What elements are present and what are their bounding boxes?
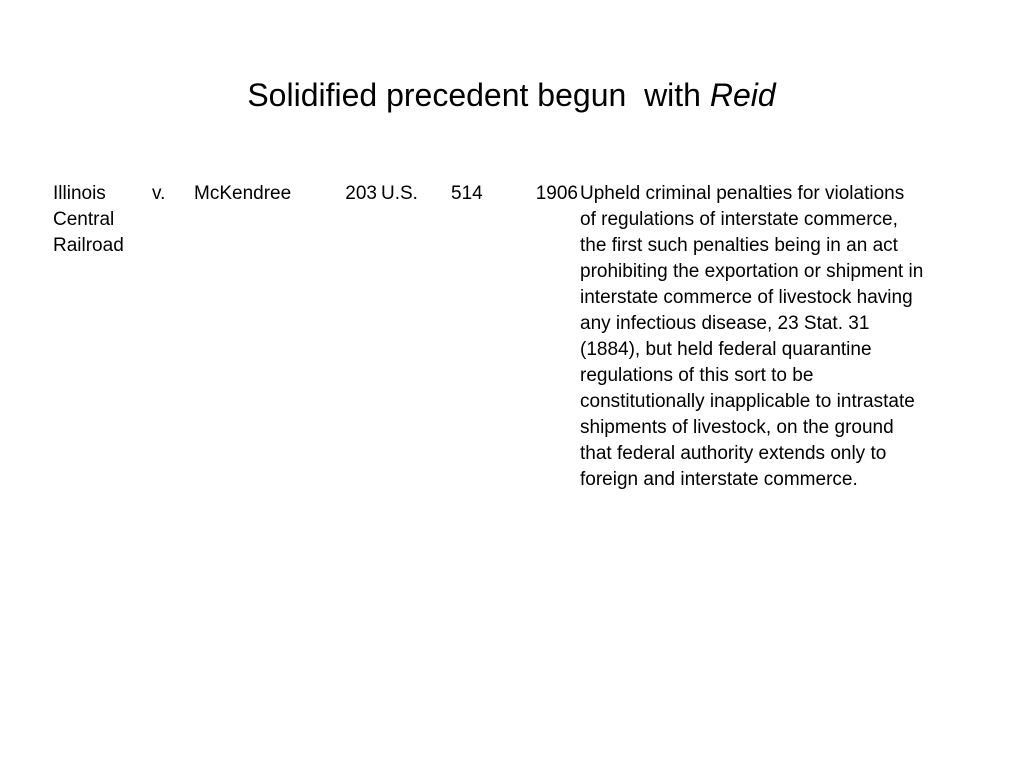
- case-summary: Upheld criminal penalties for violations of regulations of interstate commerce, the first such penalties being in an act prohibiting the exportation or shipment in interstate commerce of livestock having any infectious disease, 23 Stat. 31 (1884), but held federal quarantine regulations of this sort to be constitutionally inapplicable to intrastate shipments of livestock, on the ground that federal authority extends only to foreign and interstate commerce.: [580, 183, 924, 490]
- case-versus: v.: [152, 183, 166, 204]
- case-plaintiff: Illinois Central Railroad: [53, 183, 124, 256]
- slide-title: [0, 75, 1023, 115]
- case-year: 1906: [535, 183, 578, 204]
- case-page: 514: [451, 183, 483, 204]
- slide-title-emphasis: Reid: [709, 77, 776, 113]
- slide-title-text: Solidified precedent begun with: [247, 77, 710, 113]
- case-defendant: McKendree: [194, 183, 292, 204]
- case-volume: 203: [345, 183, 377, 204]
- case-reporter: U.S.: [381, 183, 418, 204]
